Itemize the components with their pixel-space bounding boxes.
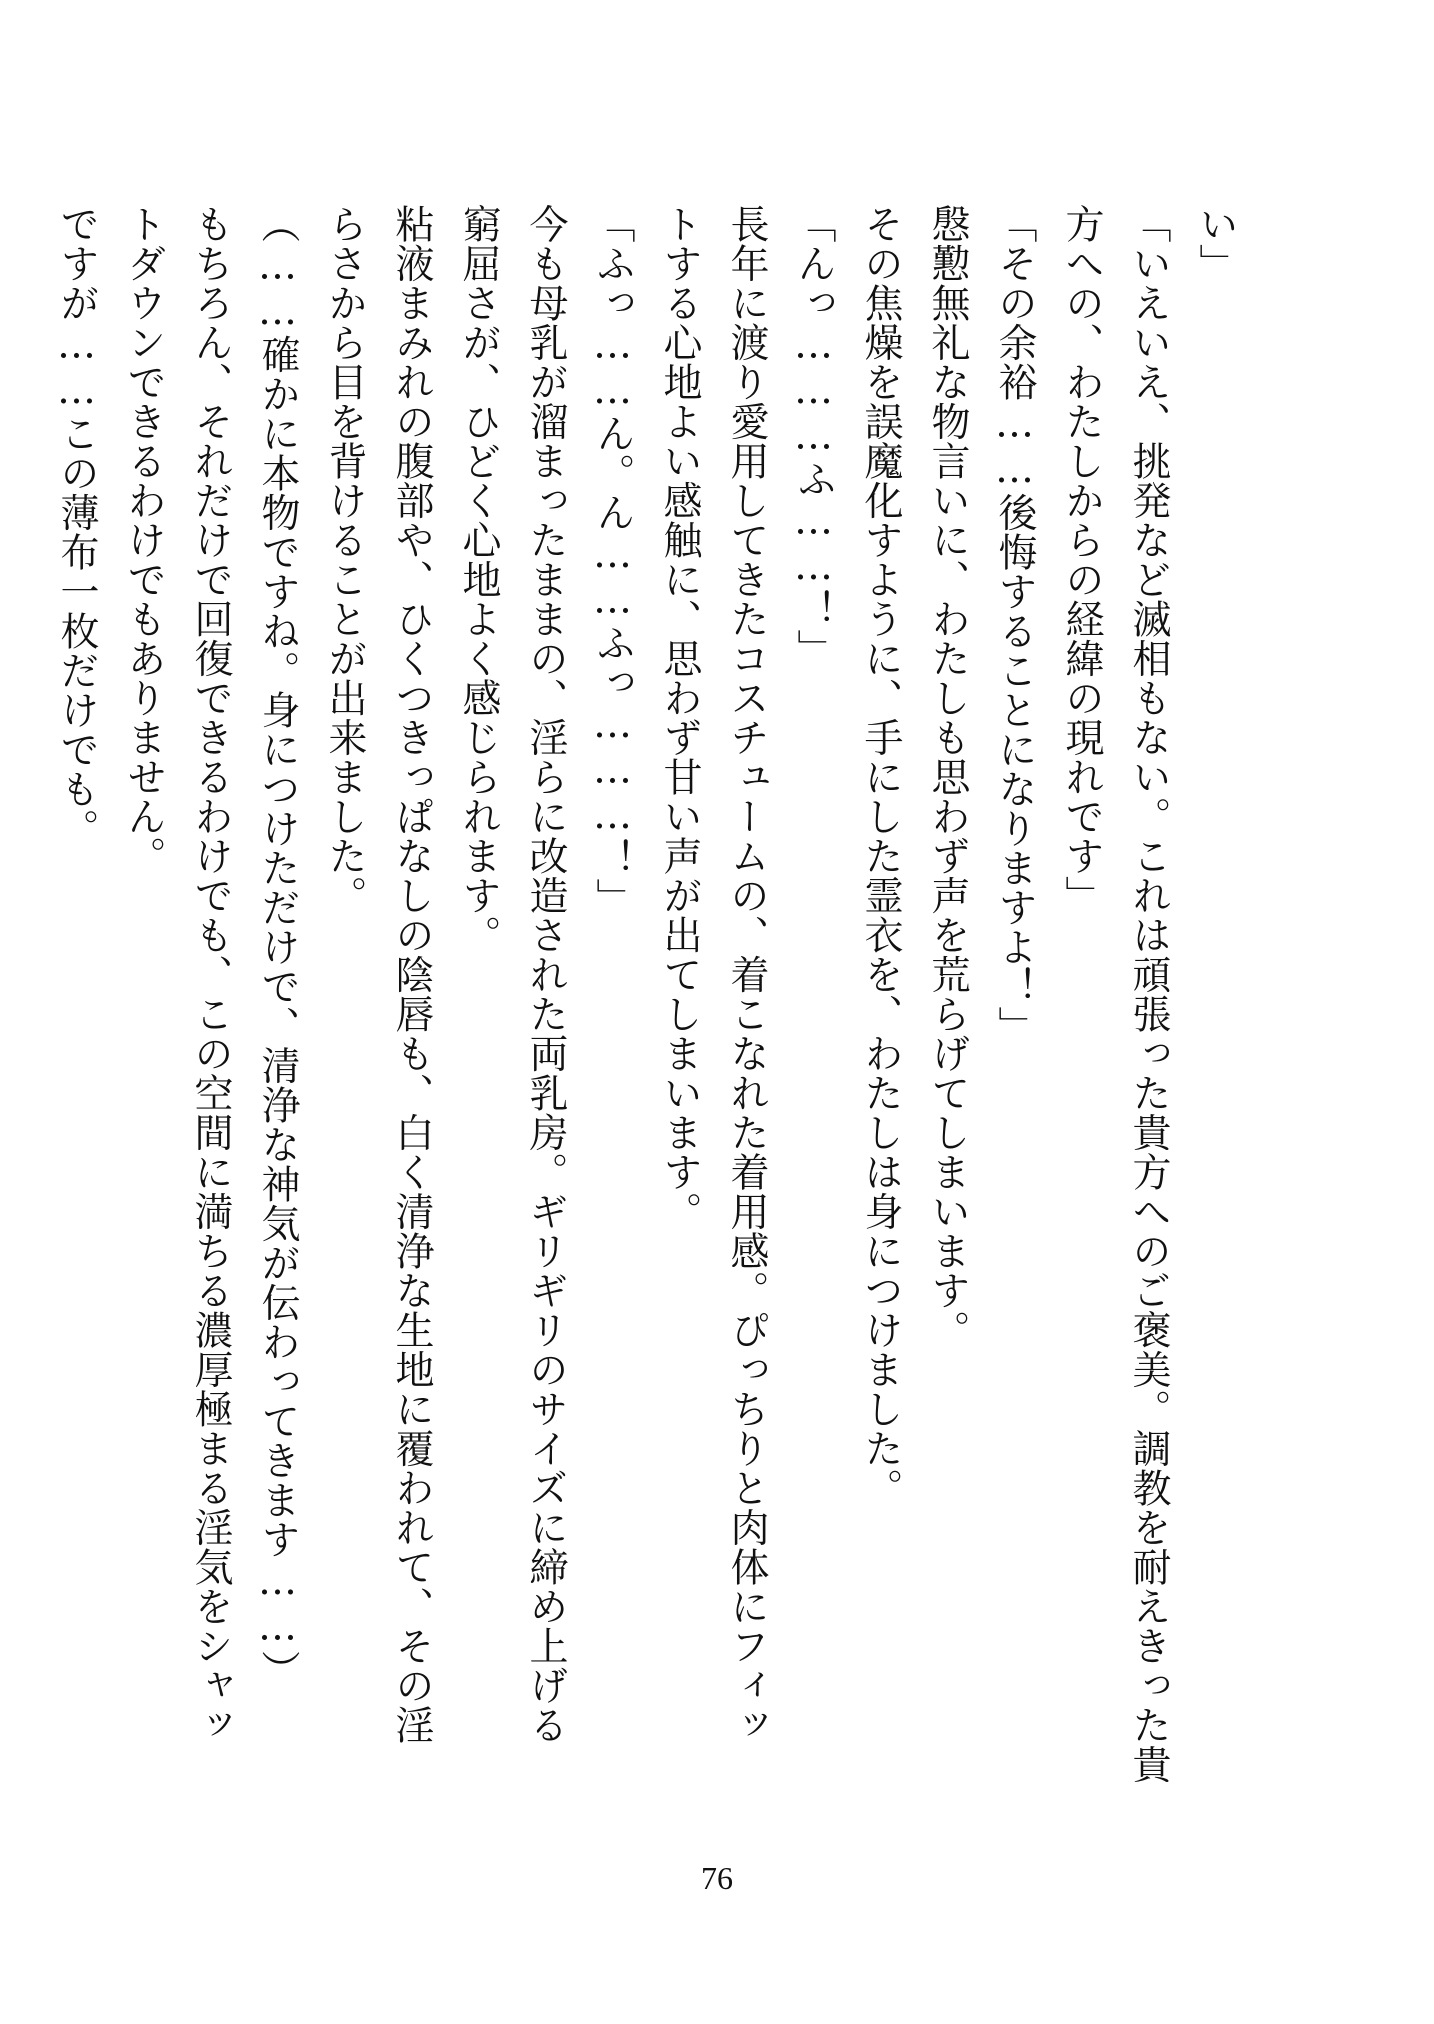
vertical-text-body (43, 204, 1249, 1784)
text-line: 「ふっ……ん。ん……ふっ………！」 (590, 204, 635, 918)
text-line: もちろん、それだけで回復できるわけでも、この空間に満ちる濃厚極まる淫気をシャッ (188, 204, 233, 1745)
text-line: 長年に渡り愛用してきたコスチュームの、着こなれた着用感。ぴっちりと肉体にフィッ (724, 204, 769, 1745)
text-line: その焦燥を誤魔化すように、手にした霊衣を、わたしは身につけました。 (858, 204, 903, 1508)
page-number: 76 (701, 1860, 733, 1896)
text-line: トする心地よい感触に、思わず甘い声が出てしまいます。 (657, 204, 702, 1231)
text-line: 窮屈さが、ひどく心地よく感じられます。 (456, 204, 501, 955)
text-line: 「いえいえ、挑発など滅相もない。これは頑張った貴方へのご褒美。調教を耐えきった貴 (1126, 204, 1171, 1784)
text-line: （……確かに本物ですね。身につけただけで、清浄な神気が伝わってきます……） (255, 204, 300, 1690)
text-line: 慇懃無礼な物言いに、わたしも思わず声を荒らげてしまいます。 (925, 204, 970, 1350)
text-line: ですが……この薄布一枚だけでも。 (54, 204, 99, 848)
text-line: 「んっ………ふ……！」 (791, 204, 836, 669)
text-line: トダウンできるわけでもありません。 (121, 204, 166, 876)
text-line: らさから目を背けることが出来ました。 (322, 204, 367, 915)
text-line: 「その余裕……後悔することになりますよ！」 (992, 204, 1037, 1046)
text-line: 方への、わたしからの経緯の現れです」 (1059, 204, 1104, 915)
text-line: 今も母乳が溜まったままの、淫らに改造された両乳房。ギリギリのサイズに締め上げる (523, 204, 568, 1745)
text-line: 粘液まみれの腹部や、ひくつきっぱなしの陰唇も、白く清浄な生地に覆われて、その淫 (389, 204, 434, 1745)
text-line: い」 (1193, 204, 1238, 283)
